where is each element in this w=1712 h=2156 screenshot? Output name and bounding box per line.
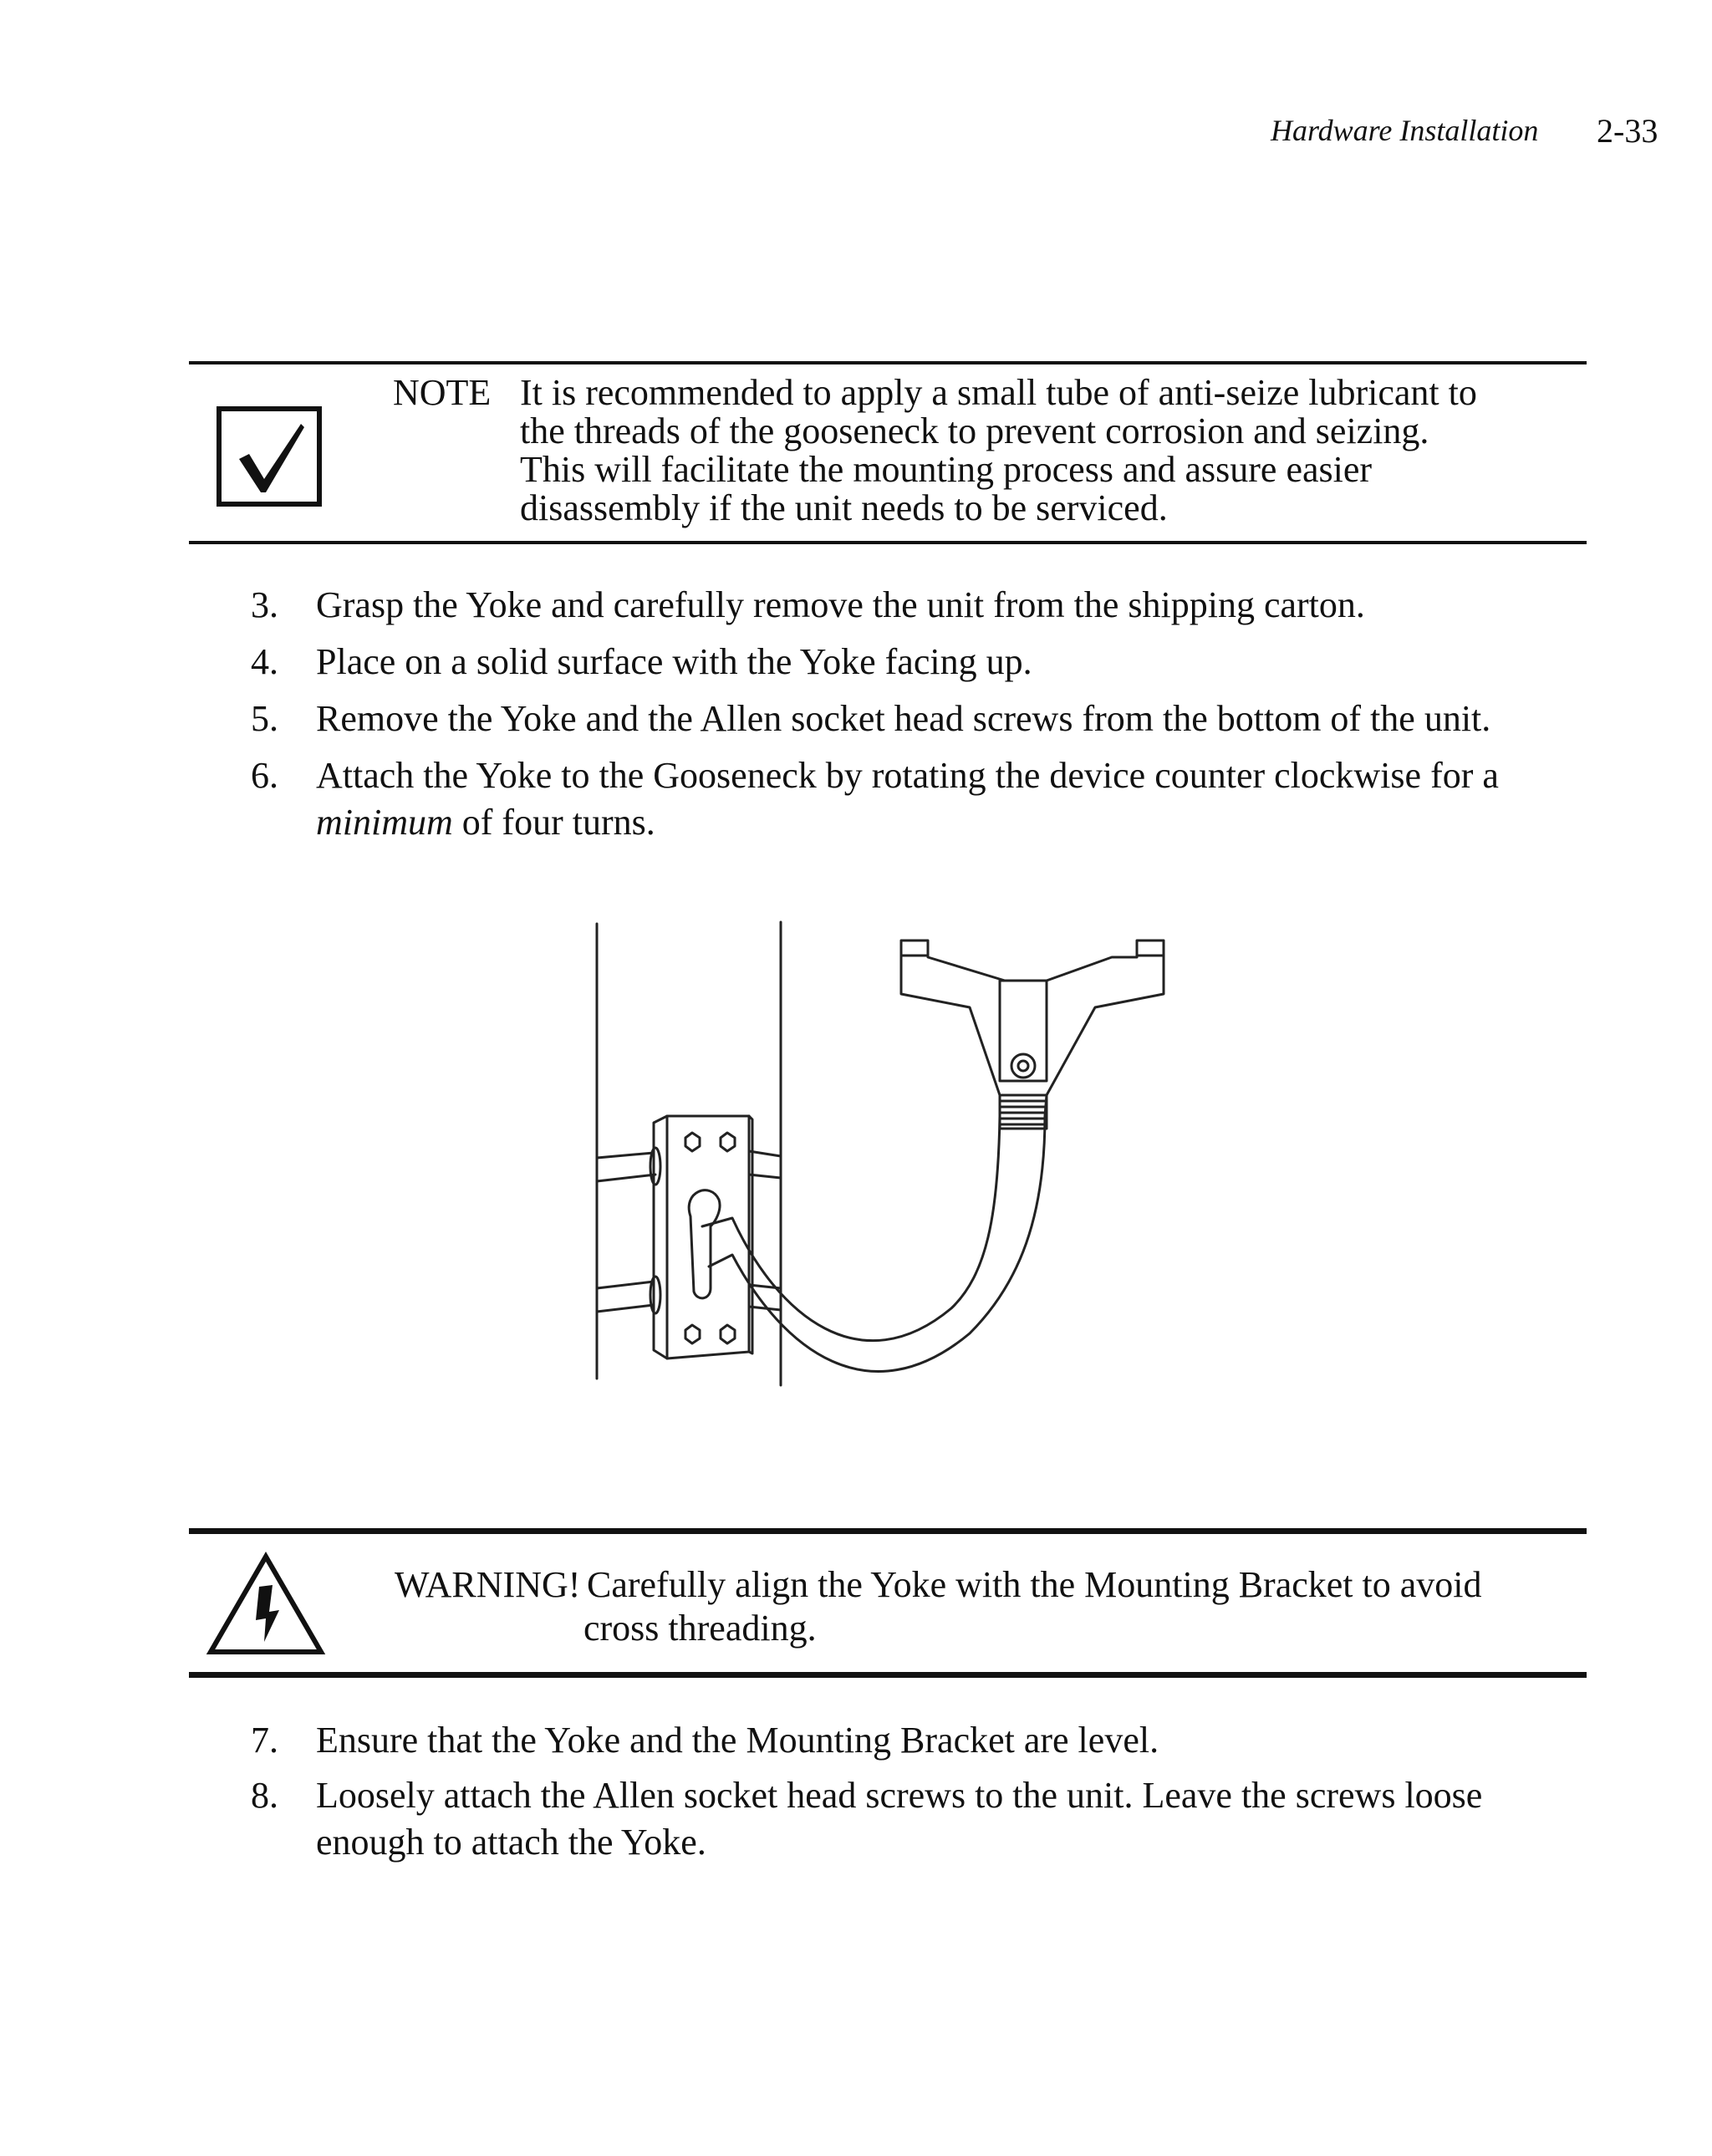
- note-label: NOTE: [393, 372, 492, 413]
- step-number: 5.: [251, 698, 278, 739]
- step-number: 4.: [251, 641, 278, 682]
- step-text-rest: of four turns.: [452, 802, 655, 843]
- step-text: Grasp the Yoke and carefully remove the unit from the shipping carton.: [316, 584, 1365, 625]
- step-text-continuation: [316, 801, 655, 844]
- step-text: Loosely attach the Allen socket head screws to the unit. Leave the screws loose: [316, 1775, 1483, 1816]
- warning-text-line: Carefully align the Yoke with the Mounting Bracket to avoid: [587, 1564, 1482, 1605]
- step-number: 7.: [251, 1720, 278, 1761]
- note-text-line: It is recommended to apply a small tube of anti-seize lubricant to: [520, 372, 1477, 413]
- running-header-section: Hardware Installation: [1271, 114, 1539, 147]
- note-bottom-rule: [189, 541, 1587, 544]
- emphasis-minimum: minimum: [316, 802, 453, 843]
- note-text-line: the threads of the gooseneck to prevent corrosion and seizing.: [520, 410, 1429, 451]
- warning-text-line: cross threading.: [583, 1608, 817, 1649]
- warning-bottom-rule: [189, 1672, 1587, 1678]
- step-text-continuation: enough to attach the Yoke.: [316, 1822, 706, 1863]
- step-number: 3.: [251, 584, 278, 625]
- warning-label: WARNING!: [395, 1564, 581, 1605]
- step-number: 8.: [251, 1775, 278, 1816]
- lightning-warning-icon: [206, 1552, 326, 1657]
- note-top-rule: [189, 361, 1587, 364]
- step-text: Remove the Yoke and the Allen socket head screws from the bottom of the unit.: [316, 698, 1491, 739]
- step-text: Place on a solid surface with the Yoke facing up.: [316, 641, 1032, 682]
- page-number: 2-33: [1597, 112, 1658, 150]
- gooseneck-mount-illustration: [585, 915, 1187, 1417]
- note-text-line: disassembly if the unit needs to be serviced.: [520, 487, 1168, 528]
- note-text-line: This will facilitate the mounting process and assure easier: [520, 449, 1373, 490]
- step-text: Attach the Yoke to the Gooseneck by rotating the device counter clockwise for a: [316, 755, 1499, 796]
- checkmark-icon: [216, 405, 323, 507]
- step-text: Ensure that the Yoke and the Mounting Bracket are level.: [316, 1720, 1159, 1761]
- step-number: 6.: [251, 755, 278, 796]
- warning-top-rule: [189, 1528, 1587, 1534]
